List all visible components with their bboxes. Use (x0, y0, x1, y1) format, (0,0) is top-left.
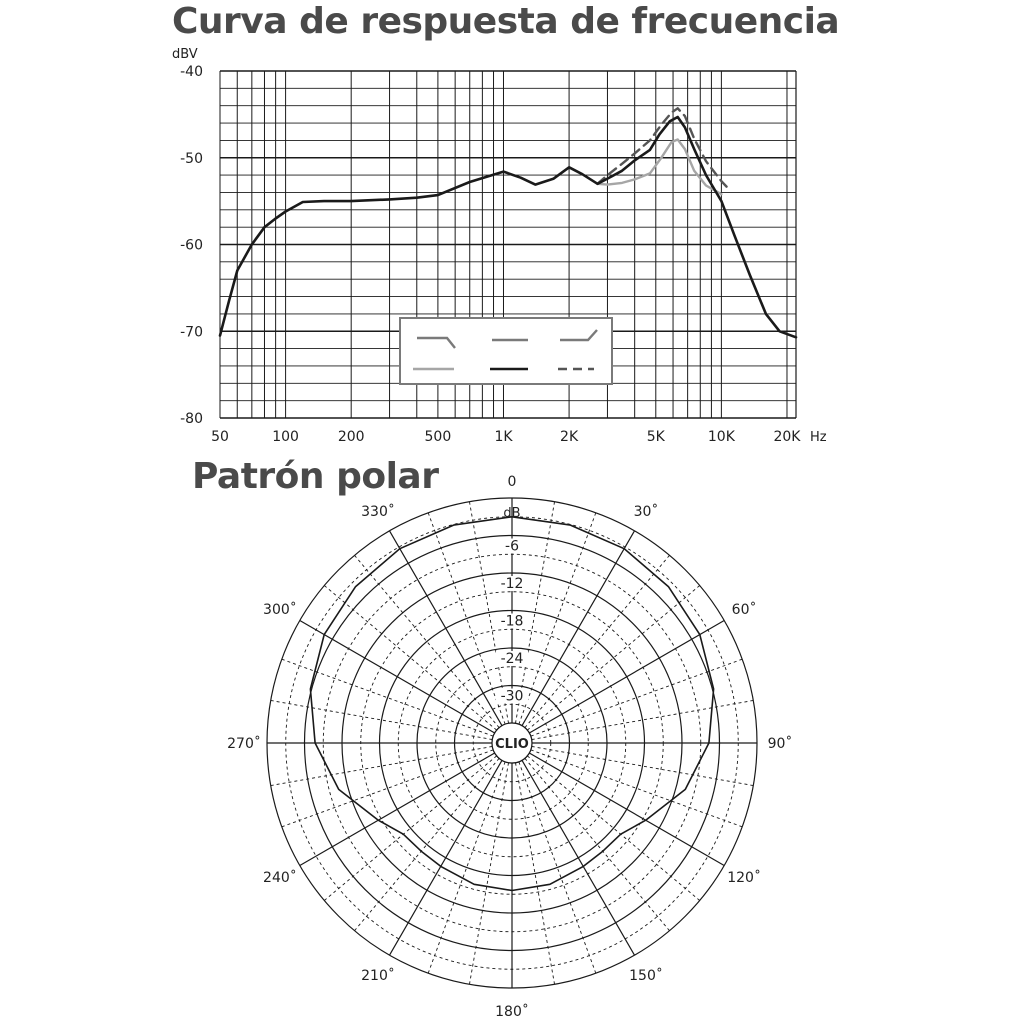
fr-x-unit-label: Hz (810, 430, 827, 445)
polar-angle-label: 90˚ (767, 736, 793, 752)
fr-x-tick-label: 20K (773, 429, 801, 445)
polar-angle-label: 150˚ (629, 968, 663, 985)
fr-y-tick-label: -50 (180, 150, 203, 167)
fr-y-tick-label: -40 (180, 64, 203, 80)
polar-angle-label: 0 (507, 474, 517, 490)
fr-x-tick-label: 100 (272, 429, 299, 445)
fr-x-tick-label: 2K (560, 429, 579, 445)
fr-x-tick-label: 5K (646, 429, 665, 445)
polar-center-label: CLIO (495, 737, 529, 752)
polar-ring-label: -12 (500, 576, 524, 592)
polar-angle-label: 270˚ (227, 736, 261, 752)
polar-ring-label: -6 (505, 538, 519, 555)
fr-y-tick-label: -80 (180, 411, 203, 427)
fr-x-tick-label: 1K (494, 429, 513, 445)
fr-x-tick-label: 200 (337, 429, 365, 445)
polar-ring-label: -24 (500, 651, 524, 667)
polar-angle-label: 240˚ (263, 870, 297, 886)
polar-db-unit: dB (503, 506, 521, 521)
polar-angle-label: 300˚ (263, 602, 297, 618)
polar-ring-label: -18 (500, 613, 524, 630)
fr-x-tick-label: 50 (211, 429, 229, 445)
polar-angle-label: 30˚ (633, 503, 659, 520)
polar-angle-label: 210˚ (361, 968, 395, 985)
polar-pattern-title: Patrón polar (192, 456, 439, 497)
polar-ring-label: -30 (500, 688, 524, 705)
fr-y-unit-label: dBV (172, 47, 198, 62)
fr-x-tick-label: 10K (707, 429, 735, 445)
polar-angle-label: 180˚ (495, 1004, 529, 1020)
polar-angle-label: 60˚ (731, 602, 757, 618)
polar-angle-label: 330˚ (361, 503, 395, 520)
polar-angle-label: 120˚ (727, 870, 761, 886)
fr-x-tick-label: 500 (424, 429, 452, 445)
fr-y-tick-label: -60 (180, 237, 203, 254)
fr-y-tick-label: -70 (180, 324, 203, 341)
frequency-response-title: Curva de respuesta de frecuencia (172, 1, 840, 42)
